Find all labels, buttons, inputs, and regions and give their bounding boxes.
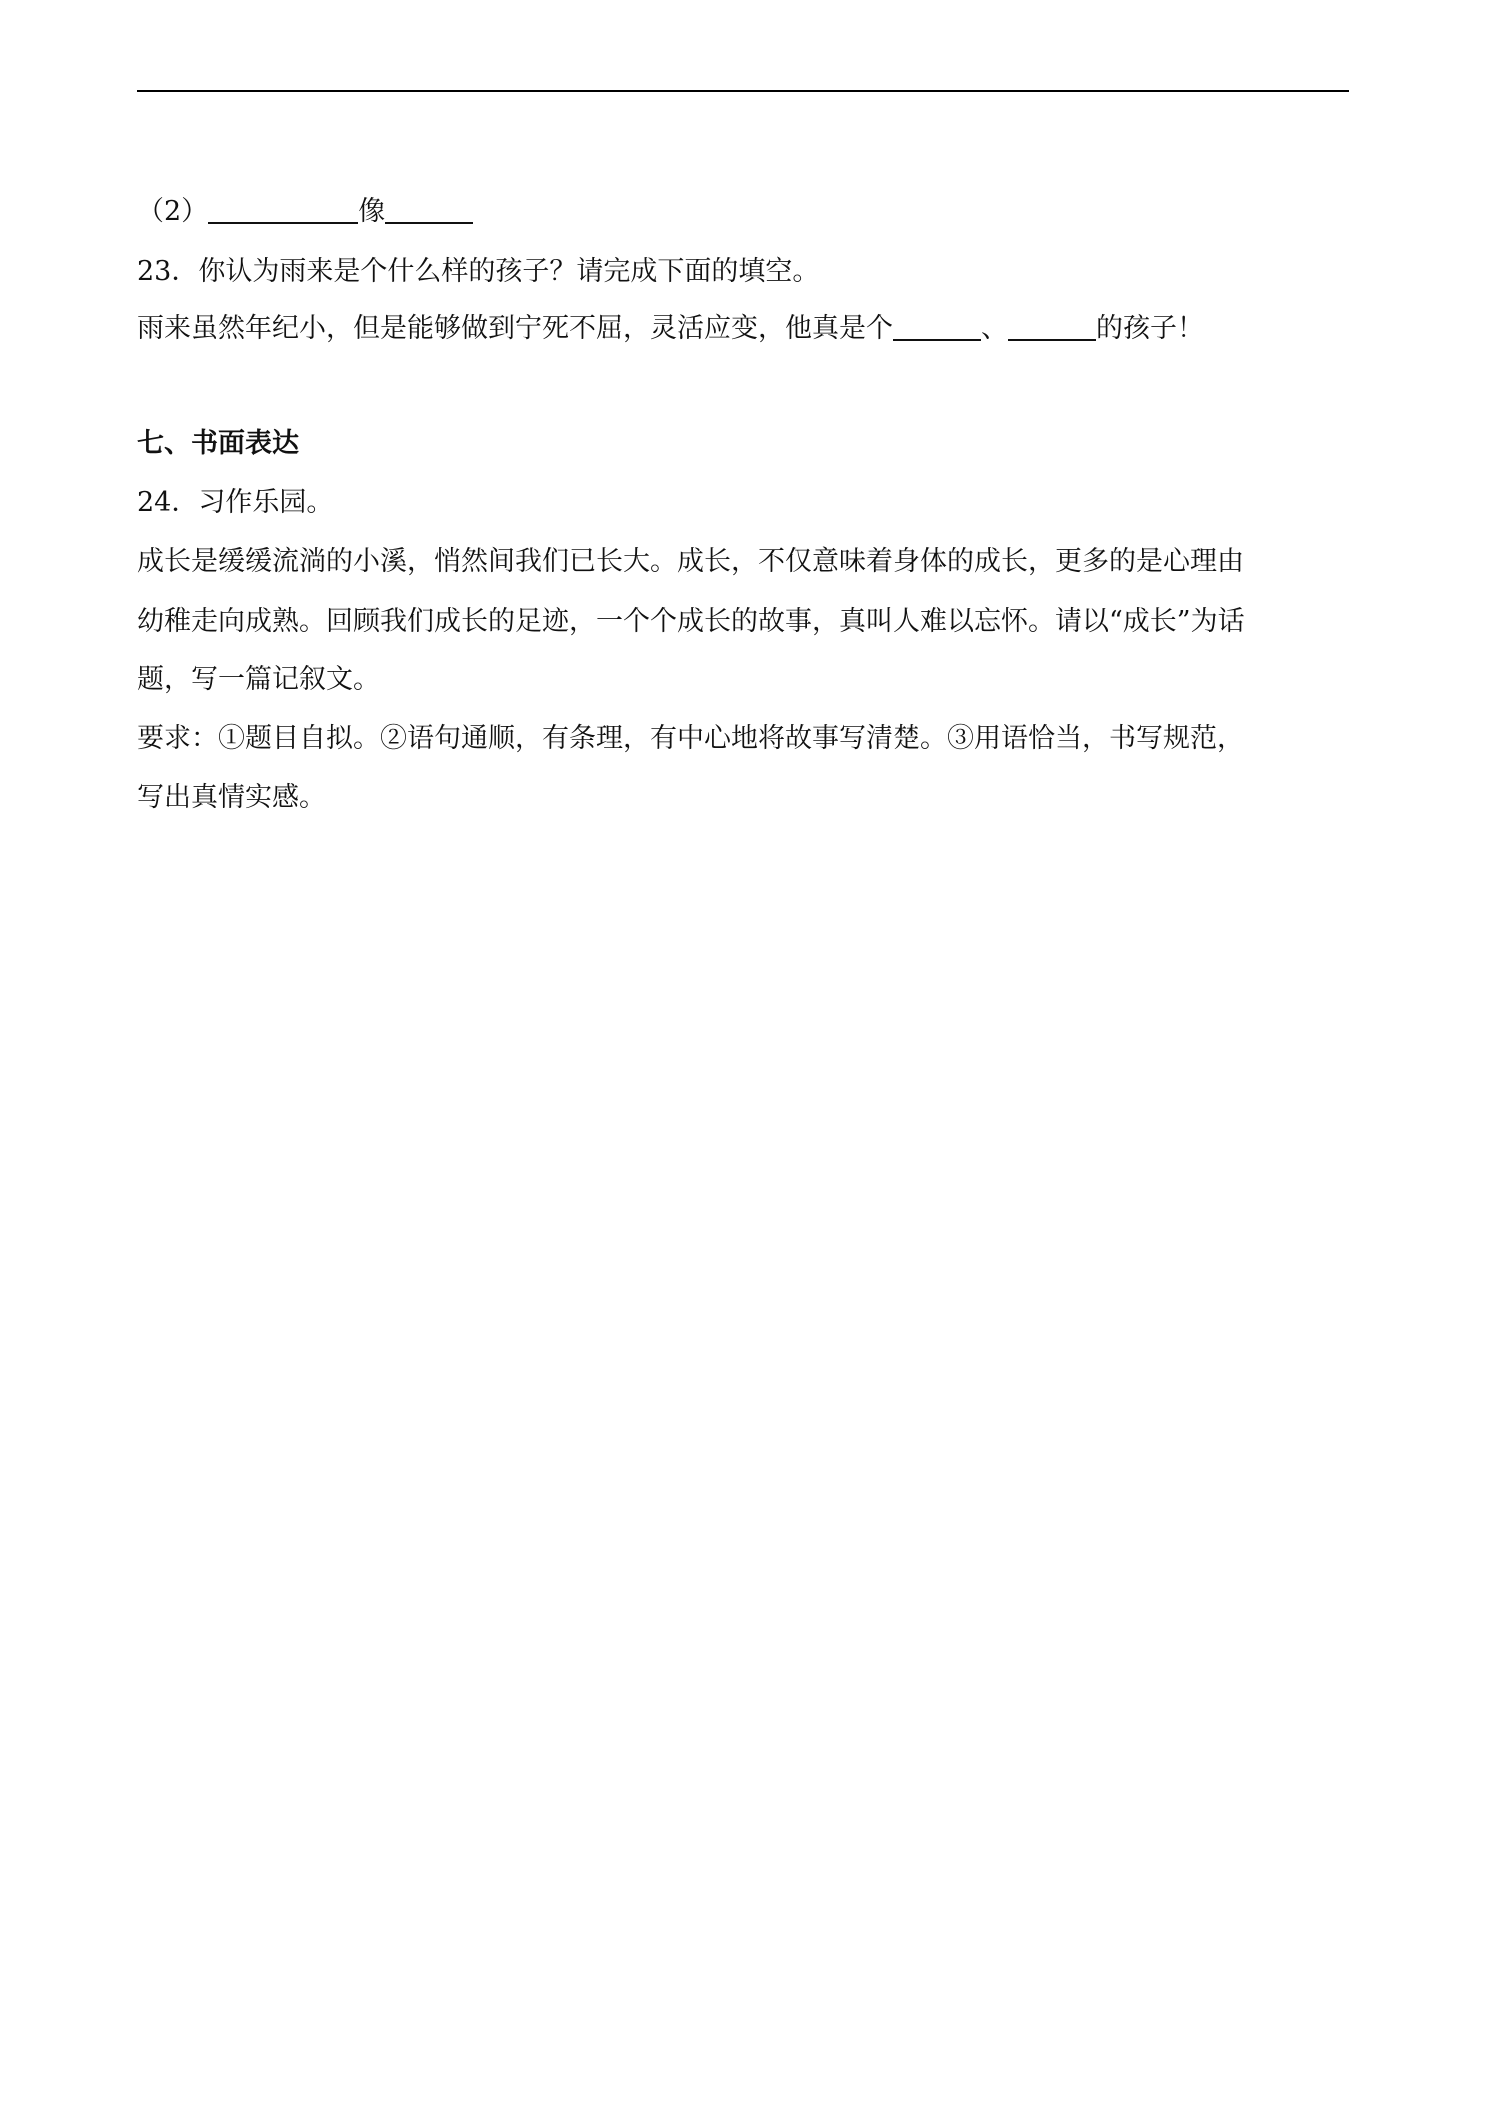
q24-title: 习作乐园。 [198,487,334,518]
q24-requirements-line-1: 要求：①题目自拟。②语句通顺，有条理，有中心地将故事写清楚。③用语恰当，书写规范， [137,723,1244,754]
answer-blank[interactable] [893,309,981,341]
q24-prompt-line-3: 题，写一篇记叙文。 [137,664,380,695]
q24-number: 24． [137,487,199,518]
q22-item2-middle: 像 [358,196,386,227]
header-rule [137,90,1349,92]
answer-blank[interactable] [1008,309,1096,341]
q23-answer-separator: 、 [981,313,1008,344]
q23-question-line [137,250,1349,294]
q24-prompt-line-1: 成长是缓缓流淌的小溪，悄然间我们已长大。成长，不仅意味着身体的成长，更多的是心理由 [137,546,1244,577]
q23-answer-prefix: 雨来虽然年纪小，但是能够做到宁死不屈，灵活应变，他真是个 [137,313,893,344]
q23-answer-suffix: 的孩子！ [1096,313,1204,344]
q22-item2-prefix: （2） [137,196,209,227]
q23-number: 23． [137,256,199,287]
q22-item2-line [137,190,1349,234]
answer-blank[interactable] [385,192,473,224]
q24-requirements-line-2: 写出真情实感。 [137,782,326,813]
q24-title-line [137,481,1349,525]
section-heading: 七、书面表达 [137,428,299,459]
q23-answer-line [137,307,1349,351]
answer-blank[interactable] [208,192,358,224]
q24-prompt-line-2: 幼稚走向成熟。回顾我们成长的足迹，一个个成长的故事，真叫人难以忘怀。请以“成长”为话 [137,606,1245,637]
q23-question: 你认为雨来是个什么样的孩子？请完成下面的填空。 [198,256,820,287]
